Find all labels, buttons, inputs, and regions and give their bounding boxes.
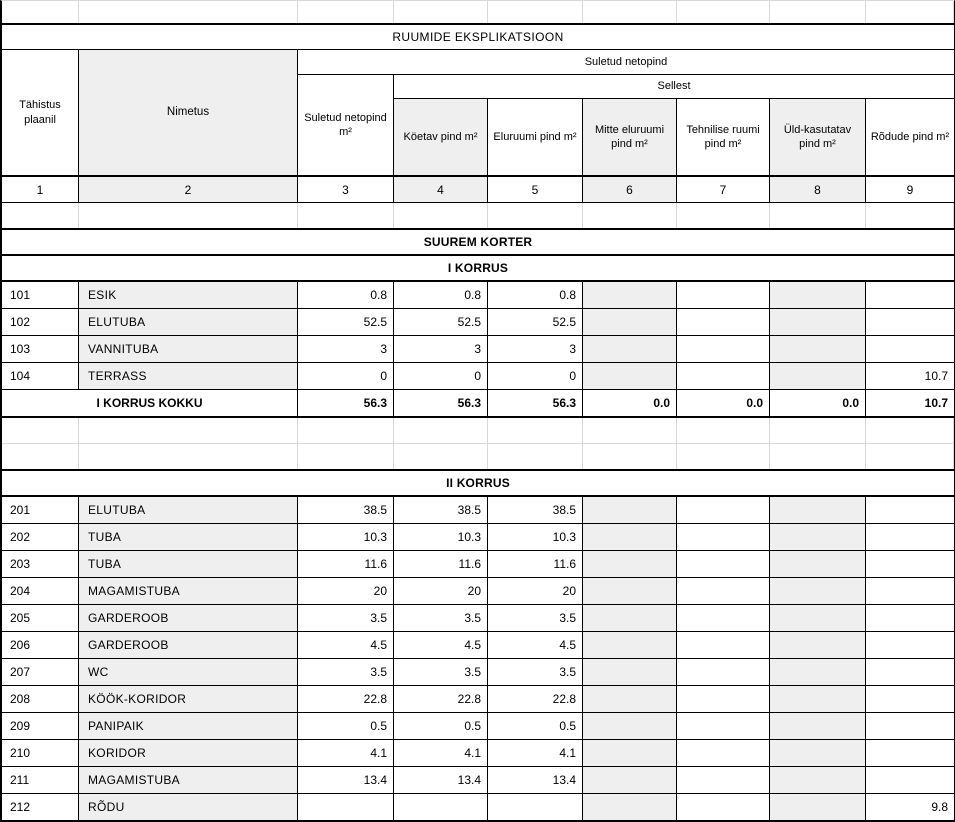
value-cell: 10.7 bbox=[924, 369, 948, 383]
empty-cell bbox=[488, 418, 583, 443]
empty-cell bbox=[583, 767, 677, 793]
total-row bbox=[2, 389, 954, 416]
value-cell: 0.0 bbox=[677, 390, 770, 416]
col-header-tahistus: Tähistus plaanil bbox=[2, 50, 79, 175]
room-id-cell: 103 bbox=[2, 336, 79, 362]
empty-cell bbox=[298, 794, 394, 820]
value-cell: 20 bbox=[394, 578, 488, 604]
section-title: I KORRUS bbox=[447, 261, 509, 275]
empty-cell bbox=[770, 794, 866, 820]
empty-cell bbox=[583, 203, 677, 228]
empty-cell bbox=[677, 418, 770, 443]
empty-cell bbox=[770, 444, 866, 469]
empty-cell bbox=[677, 578, 770, 604]
empty-cell bbox=[583, 659, 677, 685]
value-cell: 13.4 bbox=[298, 767, 394, 793]
value-cell: 56.3 bbox=[394, 390, 488, 416]
value-cell: 13.4 bbox=[488, 767, 583, 793]
empty-cell bbox=[866, 740, 954, 766]
room-name-cell: MAGAMISTUBA bbox=[79, 578, 298, 604]
table-header bbox=[2, 49, 954, 175]
room-id-cell: 201 bbox=[2, 497, 79, 523]
value-cell: 0.5 bbox=[298, 713, 394, 739]
col-header-nimetus: Nimetus bbox=[79, 50, 298, 175]
col-header-rodude: Rõdude pind m² bbox=[870, 130, 950, 143]
section-title: SUUREM KORTER bbox=[423, 235, 533, 249]
empty-cell bbox=[394, 418, 488, 443]
column-number: 4 bbox=[394, 177, 488, 202]
value-cell: 10.3 bbox=[298, 524, 394, 550]
column-number: 6 bbox=[583, 177, 677, 202]
value-cell: 0.5 bbox=[488, 713, 583, 739]
room-id-cell: 202 bbox=[2, 524, 79, 550]
empty-cell bbox=[770, 203, 866, 228]
data-row bbox=[2, 766, 954, 793]
value-cell: 3.5 bbox=[394, 605, 488, 631]
empty-cell bbox=[770, 578, 866, 604]
value-cell: 0.8 bbox=[394, 282, 488, 308]
room-name-cell: KÖÖK-KORIDOR bbox=[79, 686, 298, 712]
empty-cell bbox=[677, 740, 770, 766]
room-id-cell: 208 bbox=[2, 686, 79, 712]
section-row bbox=[2, 228, 954, 254]
value-cell: 56.3 bbox=[488, 390, 583, 416]
value-cell: 0 bbox=[394, 363, 488, 389]
empty-cell bbox=[394, 203, 488, 228]
empty-cell bbox=[79, 1, 298, 23]
data-row bbox=[2, 577, 954, 604]
total-label: I KORRUS KOKKU bbox=[2, 390, 298, 416]
empty-cell bbox=[583, 632, 677, 658]
value-cell: 4.1 bbox=[488, 740, 583, 766]
value-cell: 0.5 bbox=[394, 713, 488, 739]
data-row bbox=[2, 550, 954, 577]
column-number-row bbox=[2, 175, 954, 202]
empty-cell bbox=[488, 444, 583, 469]
value-cell: 13.4 bbox=[394, 767, 488, 793]
empty-cell bbox=[583, 686, 677, 712]
column-number: 1 bbox=[2, 177, 79, 202]
value-cell: 0.0 bbox=[583, 390, 677, 416]
empty-cell bbox=[2, 203, 79, 228]
empty-cell bbox=[866, 578, 954, 604]
empty-cell bbox=[677, 282, 770, 308]
room-id-cell: 207 bbox=[2, 659, 79, 685]
empty-cell bbox=[2, 444, 79, 469]
value-cell: 4.5 bbox=[394, 632, 488, 658]
empty-cell bbox=[583, 418, 677, 443]
empty-cell bbox=[770, 740, 866, 766]
empty-cell bbox=[79, 203, 298, 228]
empty-cell bbox=[298, 203, 394, 228]
room-name-cell: MAGAMISTUBA bbox=[79, 767, 298, 793]
empty-cell bbox=[677, 524, 770, 550]
value-cell: 11.6 bbox=[394, 551, 488, 577]
empty-cell bbox=[583, 444, 677, 469]
empty-cell bbox=[677, 203, 770, 228]
empty-cell bbox=[866, 659, 954, 685]
empty-cell bbox=[298, 444, 394, 469]
data-row bbox=[2, 631, 954, 658]
data-row bbox=[2, 793, 954, 820]
empty-cell bbox=[677, 713, 770, 739]
empty-cell bbox=[677, 444, 770, 469]
room-id-cell: 104 bbox=[2, 363, 79, 389]
empty-cell bbox=[866, 203, 954, 228]
empty-cell bbox=[583, 740, 677, 766]
empty-cell bbox=[677, 336, 770, 362]
value-cell: 3.5 bbox=[488, 605, 583, 631]
column-number: 5 bbox=[488, 177, 583, 202]
value-cell: 3.5 bbox=[298, 659, 394, 685]
room-name-cell: PANIPAIK bbox=[79, 713, 298, 739]
empty-cell bbox=[298, 418, 394, 443]
empty-cell bbox=[677, 794, 770, 820]
empty-cell bbox=[770, 282, 866, 308]
value-cell: 52.5 bbox=[298, 309, 394, 335]
empty-cell bbox=[488, 794, 583, 820]
empty-cell bbox=[583, 363, 677, 389]
room-name-cell: ELUTUBA bbox=[79, 309, 298, 335]
empty-cell bbox=[866, 551, 954, 577]
empty-cell bbox=[866, 309, 954, 335]
empty-cell bbox=[677, 659, 770, 685]
room-id-cell: 209 bbox=[2, 713, 79, 739]
data-row bbox=[2, 335, 954, 362]
value-cell: 22.8 bbox=[298, 686, 394, 712]
empty-cell bbox=[866, 686, 954, 712]
empty-cell bbox=[583, 794, 677, 820]
value-cell: 52.5 bbox=[488, 309, 583, 335]
empty-cell bbox=[488, 203, 583, 228]
room-name-cell: WC bbox=[79, 659, 298, 685]
room-id-cell: 210 bbox=[2, 740, 79, 766]
room-id-cell: 203 bbox=[2, 551, 79, 577]
room-name-cell: VANNITUBA bbox=[79, 336, 298, 362]
value-cell: 20 bbox=[488, 578, 583, 604]
value-cell: 38.5 bbox=[298, 497, 394, 523]
empty-cell bbox=[866, 605, 954, 631]
empty-row bbox=[2, 1, 954, 23]
value-cell: 0 bbox=[298, 363, 394, 389]
empty-cell bbox=[866, 418, 954, 443]
room-name-cell: RÕDU bbox=[79, 794, 298, 820]
data-row bbox=[2, 280, 954, 308]
column-number: 8 bbox=[770, 177, 866, 202]
empty-cell bbox=[583, 578, 677, 604]
value-cell: 4.1 bbox=[394, 740, 488, 766]
value-cell: 0.8 bbox=[298, 282, 394, 308]
data-row bbox=[2, 712, 954, 739]
empty-cell bbox=[583, 605, 677, 631]
room-id-cell: 204 bbox=[2, 578, 79, 604]
empty-cell bbox=[677, 551, 770, 577]
room-id-cell: 211 bbox=[2, 767, 79, 793]
room-name-cell: KORIDOR bbox=[79, 740, 298, 766]
data-row bbox=[2, 658, 954, 685]
empty-cell bbox=[298, 1, 394, 23]
empty-cell bbox=[677, 605, 770, 631]
empty-cell bbox=[677, 1, 770, 23]
empty-cell bbox=[770, 1, 866, 23]
room-name-cell: GARDEROOB bbox=[79, 605, 298, 631]
empty-cell bbox=[770, 309, 866, 335]
room-id-cell: 102 bbox=[2, 309, 79, 335]
value-cell: 10.3 bbox=[394, 524, 488, 550]
value-cell: 56.3 bbox=[298, 390, 394, 416]
empty-row bbox=[2, 416, 954, 443]
section-title: II KORRUS bbox=[446, 476, 510, 490]
value-cell: 3.5 bbox=[394, 659, 488, 685]
data-row bbox=[2, 604, 954, 631]
section-row bbox=[2, 469, 954, 495]
empty-cell bbox=[866, 497, 954, 523]
empty-cell bbox=[677, 497, 770, 523]
value-cell: 4.1 bbox=[298, 740, 394, 766]
empty-cell bbox=[677, 363, 770, 389]
data-row bbox=[2, 362, 954, 389]
room-name-cell: TUBA bbox=[79, 551, 298, 577]
value-cell: 3 bbox=[488, 336, 583, 362]
empty-cell bbox=[394, 794, 488, 820]
room-name-cell: TERRASS bbox=[79, 363, 298, 389]
empty-cell bbox=[866, 713, 954, 739]
value-cell: 38.5 bbox=[488, 497, 583, 523]
value-cell: 3 bbox=[298, 336, 394, 362]
data-row bbox=[2, 308, 954, 335]
empty-cell bbox=[770, 497, 866, 523]
empty-cell bbox=[583, 309, 677, 335]
empty-cell bbox=[770, 713, 866, 739]
empty-cell bbox=[866, 767, 954, 793]
empty-cell bbox=[583, 1, 677, 23]
empty-cell bbox=[770, 632, 866, 658]
room-name-cell: ELUTUBA bbox=[79, 497, 298, 523]
empty-cell bbox=[770, 686, 866, 712]
room-id-cell: 212 bbox=[2, 794, 79, 820]
value-cell: 11.6 bbox=[298, 551, 394, 577]
page-title: RUUMIDE EKSPLIKATSIOON bbox=[392, 30, 564, 44]
col-header-tehnilise-ruumi: Tehnilise ruumi pind m² bbox=[677, 99, 770, 175]
empty-cell bbox=[394, 444, 488, 469]
empty-cell bbox=[770, 524, 866, 550]
empty-cell bbox=[583, 336, 677, 362]
empty-cell bbox=[866, 1, 954, 23]
empty-cell bbox=[2, 418, 79, 443]
col-group-sellest: Sellest bbox=[394, 75, 954, 99]
col-header-koetav: Köetav pind m² bbox=[394, 99, 488, 175]
col-header-uld-kasutatav: Üld-kasutatav pind m² bbox=[770, 99, 866, 175]
empty-cell bbox=[770, 418, 866, 443]
data-row bbox=[2, 523, 954, 550]
value-cell: 22.8 bbox=[394, 686, 488, 712]
empty-cell bbox=[583, 713, 677, 739]
room-name-cell: GARDEROOB bbox=[79, 632, 298, 658]
room-id-cell: 206 bbox=[2, 632, 79, 658]
empty-cell bbox=[583, 497, 677, 523]
empty-cell bbox=[677, 686, 770, 712]
value-cell: 4.5 bbox=[298, 632, 394, 658]
empty-cell bbox=[770, 336, 866, 362]
room-id-cell: 101 bbox=[2, 282, 79, 308]
value-cell: 0 bbox=[488, 363, 583, 389]
column-number: 9 bbox=[906, 182, 914, 197]
section-row bbox=[2, 254, 954, 280]
empty-cell bbox=[866, 336, 954, 362]
empty-cell bbox=[583, 524, 677, 550]
empty-cell bbox=[79, 418, 298, 443]
data-row bbox=[2, 739, 954, 766]
empty-row bbox=[2, 443, 954, 469]
value-cell: 38.5 bbox=[394, 497, 488, 523]
empty-cell bbox=[488, 1, 583, 23]
empty-cell bbox=[677, 767, 770, 793]
col-header-suletud-netopind-m2: Suletud netopind m² bbox=[298, 75, 394, 175]
empty-cell bbox=[677, 632, 770, 658]
empty-cell bbox=[866, 444, 954, 469]
value-cell: 10.3 bbox=[488, 524, 583, 550]
empty-cell bbox=[2, 1, 79, 23]
value-cell: 22.8 bbox=[488, 686, 583, 712]
value-cell: 4.5 bbox=[488, 632, 583, 658]
table-body bbox=[2, 202, 954, 820]
column-number: 7 bbox=[677, 177, 770, 202]
value-cell: 9.8 bbox=[931, 800, 948, 814]
empty-cell bbox=[79, 444, 298, 469]
title-row bbox=[2, 23, 954, 49]
value-cell: 0.8 bbox=[488, 282, 583, 308]
value-cell: 10.7 bbox=[924, 396, 948, 410]
col-header-mitte-eluruumi: Mitte eluruumi pind m² bbox=[583, 99, 677, 175]
empty-cell bbox=[770, 363, 866, 389]
room-id-cell: 205 bbox=[2, 605, 79, 631]
column-number: 2 bbox=[79, 177, 298, 202]
value-cell: 3.5 bbox=[298, 605, 394, 631]
empty-cell bbox=[677, 309, 770, 335]
empty-cell bbox=[770, 605, 866, 631]
room-name-cell: ESIK bbox=[79, 282, 298, 308]
empty-cell bbox=[394, 1, 488, 23]
value-cell: 52.5 bbox=[394, 309, 488, 335]
room-name-cell: TUBA bbox=[79, 524, 298, 550]
col-group-suletud-netopind: Suletud netopind bbox=[298, 50, 954, 75]
empty-cell bbox=[583, 282, 677, 308]
value-cell: 3.5 bbox=[488, 659, 583, 685]
empty-cell bbox=[770, 767, 866, 793]
data-row bbox=[2, 495, 954, 523]
value-cell: 0.0 bbox=[770, 390, 866, 416]
empty-cell bbox=[770, 551, 866, 577]
empty-cell bbox=[866, 524, 954, 550]
empty-cell bbox=[866, 282, 954, 308]
empty-cell bbox=[583, 551, 677, 577]
empty-row bbox=[2, 202, 954, 228]
value-cell: 11.6 bbox=[488, 551, 583, 577]
value-cell: 20 bbox=[298, 578, 394, 604]
column-number: 3 bbox=[298, 177, 394, 202]
data-row bbox=[2, 685, 954, 712]
col-header-eluruumi: Eluruumi pind m² bbox=[488, 99, 583, 175]
value-cell: 3 bbox=[394, 336, 488, 362]
empty-cell bbox=[866, 632, 954, 658]
empty-cell bbox=[770, 659, 866, 685]
